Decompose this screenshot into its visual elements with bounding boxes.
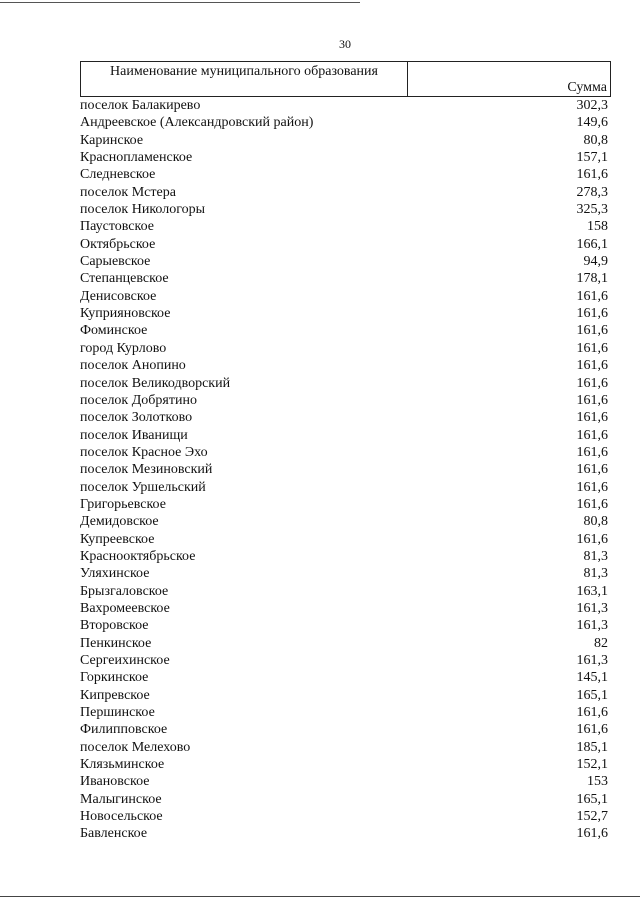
table-row <box>80 773 611 790</box>
municipality-name: Бавленское <box>80 826 148 842</box>
table-row <box>80 721 611 738</box>
sum-value: 81,3 <box>583 548 608 564</box>
municipality-name: Краснооктябрьское <box>80 548 196 564</box>
municipality-name: поселок Уршельский <box>80 479 206 495</box>
municipality-name: поселок Мелехово <box>80 739 191 755</box>
sum-value: 278,3 <box>576 184 608 200</box>
sum-value: 165,1 <box>576 791 608 807</box>
sum-value: 161,6 <box>576 427 608 443</box>
municipality-name: Новосельское <box>80 809 163 825</box>
municipality-name: Краснопламенское <box>80 150 193 166</box>
sum-value: 81,3 <box>583 566 608 582</box>
table-row <box>80 357 611 374</box>
table-row <box>80 565 611 582</box>
table-row <box>80 496 611 513</box>
table-row <box>80 756 611 773</box>
table-row <box>80 340 611 357</box>
sum-value: 161,6 <box>576 306 608 322</box>
municipality-name: поселок Великодворский <box>80 375 231 391</box>
municipality-name: поселок Иванищи <box>80 427 188 443</box>
municipality-name: Сарыевское <box>80 254 151 270</box>
sum-value: 161,6 <box>576 479 608 495</box>
sum-value: 161,6 <box>576 375 608 391</box>
table-body <box>80 97 611 843</box>
table-row <box>80 617 611 634</box>
municipality-name: Кипревское <box>80 687 150 703</box>
sum-value: 161,6 <box>576 462 608 478</box>
sum-value: 152,1 <box>576 757 608 773</box>
municipality-name: Каринское <box>80 132 144 148</box>
table-row <box>80 739 611 756</box>
sum-value: 161,6 <box>576 323 608 339</box>
table-row <box>80 184 611 201</box>
municipality-name: поселок Золотково <box>80 410 193 426</box>
table-row <box>80 479 611 496</box>
table-row <box>80 600 611 617</box>
sum-value: 161,6 <box>576 392 608 408</box>
municipality-name: Клязьминское <box>80 757 165 773</box>
header-name-column: Наименование муниципального образования <box>81 62 408 96</box>
table-row <box>80 687 611 704</box>
table-row <box>80 236 611 253</box>
municipality-name: Филипповское <box>80 722 168 738</box>
municipality-name: Куприяновское <box>80 306 171 322</box>
table-row <box>80 461 611 478</box>
table-row <box>80 825 611 842</box>
sum-value: 166,1 <box>576 236 608 252</box>
table-row <box>80 652 611 669</box>
municipality-name: Григорьевское <box>80 496 166 512</box>
municipality-name: поселок Красное Эхо <box>80 444 208 460</box>
sum-value: 161,6 <box>576 705 608 721</box>
municipality-name: поселок Мстера <box>80 184 176 200</box>
sum-value: 163,1 <box>576 583 608 599</box>
municipality-name: Брызгаловское <box>80 583 169 599</box>
table-row <box>80 201 611 218</box>
sum-value: 80,8 <box>583 514 608 530</box>
municipality-name: поселок Балакирево <box>80 98 201 113</box>
table-header <box>80 61 611 97</box>
sum-value: 161,6 <box>576 410 608 426</box>
table-row <box>80 427 611 444</box>
sum-value: 161,6 <box>576 288 608 304</box>
table-row <box>80 97 611 114</box>
table-row <box>80 704 611 721</box>
municipality-name: город Курлово <box>80 340 167 356</box>
table-row <box>80 531 611 548</box>
sum-value: 165,1 <box>576 687 608 703</box>
table-row <box>80 375 611 392</box>
municipality-name: Купреевское <box>80 531 155 547</box>
sum-value: 161,6 <box>576 444 608 460</box>
sum-value: 161,3 <box>576 600 608 616</box>
table-row <box>80 322 611 339</box>
page-number: 30 <box>339 37 351 51</box>
sum-value: 161,3 <box>576 653 608 668</box>
municipality-name: поселок Добрятино <box>80 392 197 408</box>
municipality-name: Второвское <box>80 618 149 634</box>
municipality-name: поселок Мезиновский <box>80 462 213 478</box>
table-row <box>80 270 611 287</box>
sum-value: 161,6 <box>576 722 608 738</box>
municipality-name: Малыгинское <box>80 791 162 807</box>
table-row <box>80 791 611 808</box>
municipality-name: Вахромеевское <box>80 600 170 616</box>
sum-value: 94,9 <box>583 254 608 270</box>
table-row <box>80 669 611 686</box>
municipality-name: Андреевское (Александровский район) <box>80 115 314 131</box>
municipality-name: поселок Никологоры <box>80 202 206 218</box>
municipality-name: Следневское <box>80 167 156 183</box>
sum-value: 145,1 <box>576 670 608 686</box>
table-row <box>80 548 611 565</box>
sum-value: 161,6 <box>576 496 608 512</box>
municipality-name: поселок Анопино <box>80 358 186 374</box>
sum-value: 161,6 <box>576 340 608 356</box>
sum-value: 157,1 <box>576 150 608 166</box>
table-row <box>80 635 611 652</box>
municipality-name: Денисовское <box>80 288 157 304</box>
bottom-rule <box>0 896 640 897</box>
sum-value: 158 <box>587 219 608 235</box>
municipality-name: Пенкинское <box>80 635 152 651</box>
sum-value: 185,1 <box>576 739 608 755</box>
municipality-name: Сергеихинское <box>80 653 170 668</box>
municipality-name: Октябрьское <box>80 236 156 252</box>
municipality-name: Горкинское <box>80 670 149 686</box>
municipality-name: Паустовское <box>80 219 154 235</box>
allocation-table <box>80 61 611 843</box>
sum-value: 152,7 <box>576 809 608 825</box>
table-row <box>80 114 611 131</box>
table-row <box>80 513 611 530</box>
sum-value: 80,8 <box>583 132 608 148</box>
table-row <box>80 392 611 409</box>
table-row <box>80 409 611 426</box>
table-row <box>80 149 611 166</box>
table-row <box>80 132 611 149</box>
municipality-name: Ивановское <box>80 774 150 790</box>
sum-value: 161,6 <box>576 167 608 183</box>
municipality-name: Степанцевское <box>80 271 169 287</box>
table-row <box>80 808 611 825</box>
sum-value: 302,3 <box>576 98 608 113</box>
table-row <box>80 583 611 600</box>
table-row <box>80 288 611 305</box>
municipality-name: Першинское <box>80 705 155 721</box>
table-row <box>80 305 611 322</box>
sum-value: 161,6 <box>576 358 608 374</box>
table-row <box>80 218 611 235</box>
sum-value: 325,3 <box>576 202 608 218</box>
table-row <box>80 166 611 183</box>
municipality-name: Демидовское <box>80 514 159 530</box>
table-row <box>80 444 611 461</box>
sum-value: 82 <box>594 635 608 651</box>
sum-value: 153 <box>587 774 608 790</box>
sum-value: 161,3 <box>576 618 608 634</box>
top-rule <box>0 2 360 3</box>
table-row <box>80 253 611 270</box>
municipality-name: Фоминское <box>80 323 148 339</box>
sum-value: 149,6 <box>576 115 608 131</box>
sum-value: 161,6 <box>576 531 608 547</box>
sum-value: 178,1 <box>576 271 608 287</box>
sum-value: 161,6 <box>576 826 608 842</box>
header-sum-column: Сумма <box>567 80 607 95</box>
municipality-name: Уляхинское <box>80 566 150 582</box>
